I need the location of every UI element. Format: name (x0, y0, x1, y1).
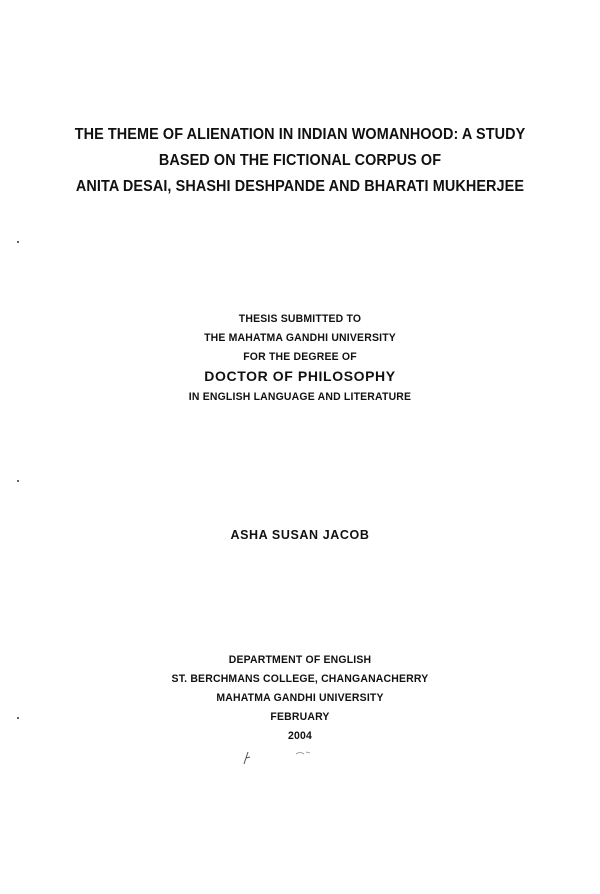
submission-line-5: IN ENGLISH LANGUAGE AND LITERATURE (188, 391, 412, 403)
thesis-title-line-2: BASED ON THE FICTIONAL CORPUS OF (158, 152, 442, 169)
year-line: 2004 (287, 730, 313, 742)
degree-name: DOCTOR OF PHILOSOPHY (204, 368, 396, 384)
submission-line-1: THESIS SUBMITTED TO (238, 313, 362, 325)
scan-speck (17, 480, 19, 482)
university-line: MAHATMA GANDHI UNIVERSITY (216, 692, 384, 704)
month-line: FEBRUARY (270, 711, 330, 723)
pencil-scribble (236, 748, 326, 770)
submission-line-2: THE MAHATMA GANDHI UNIVERSITY (204, 332, 396, 344)
scan-speck (17, 717, 19, 719)
department-line: DEPARTMENT OF ENGLISH (228, 654, 372, 666)
submission-line-3: FOR THE DEGREE OF (243, 351, 357, 363)
thesis-title-line-1: THE THEME OF ALIENATION IN INDIAN WOMANHOOD: A STUDY (74, 126, 526, 143)
author-name: ASHA SUSAN JACOB (230, 528, 370, 542)
scan-speck (17, 241, 19, 243)
college-line: ST. BERCHMANS COLLEGE, CHANGANACHERRY (171, 673, 429, 685)
thesis-title-line-3: ANITA DESAI, SHASHI DESHPANDE AND BHARATI MUKHERJEE (75, 178, 525, 195)
